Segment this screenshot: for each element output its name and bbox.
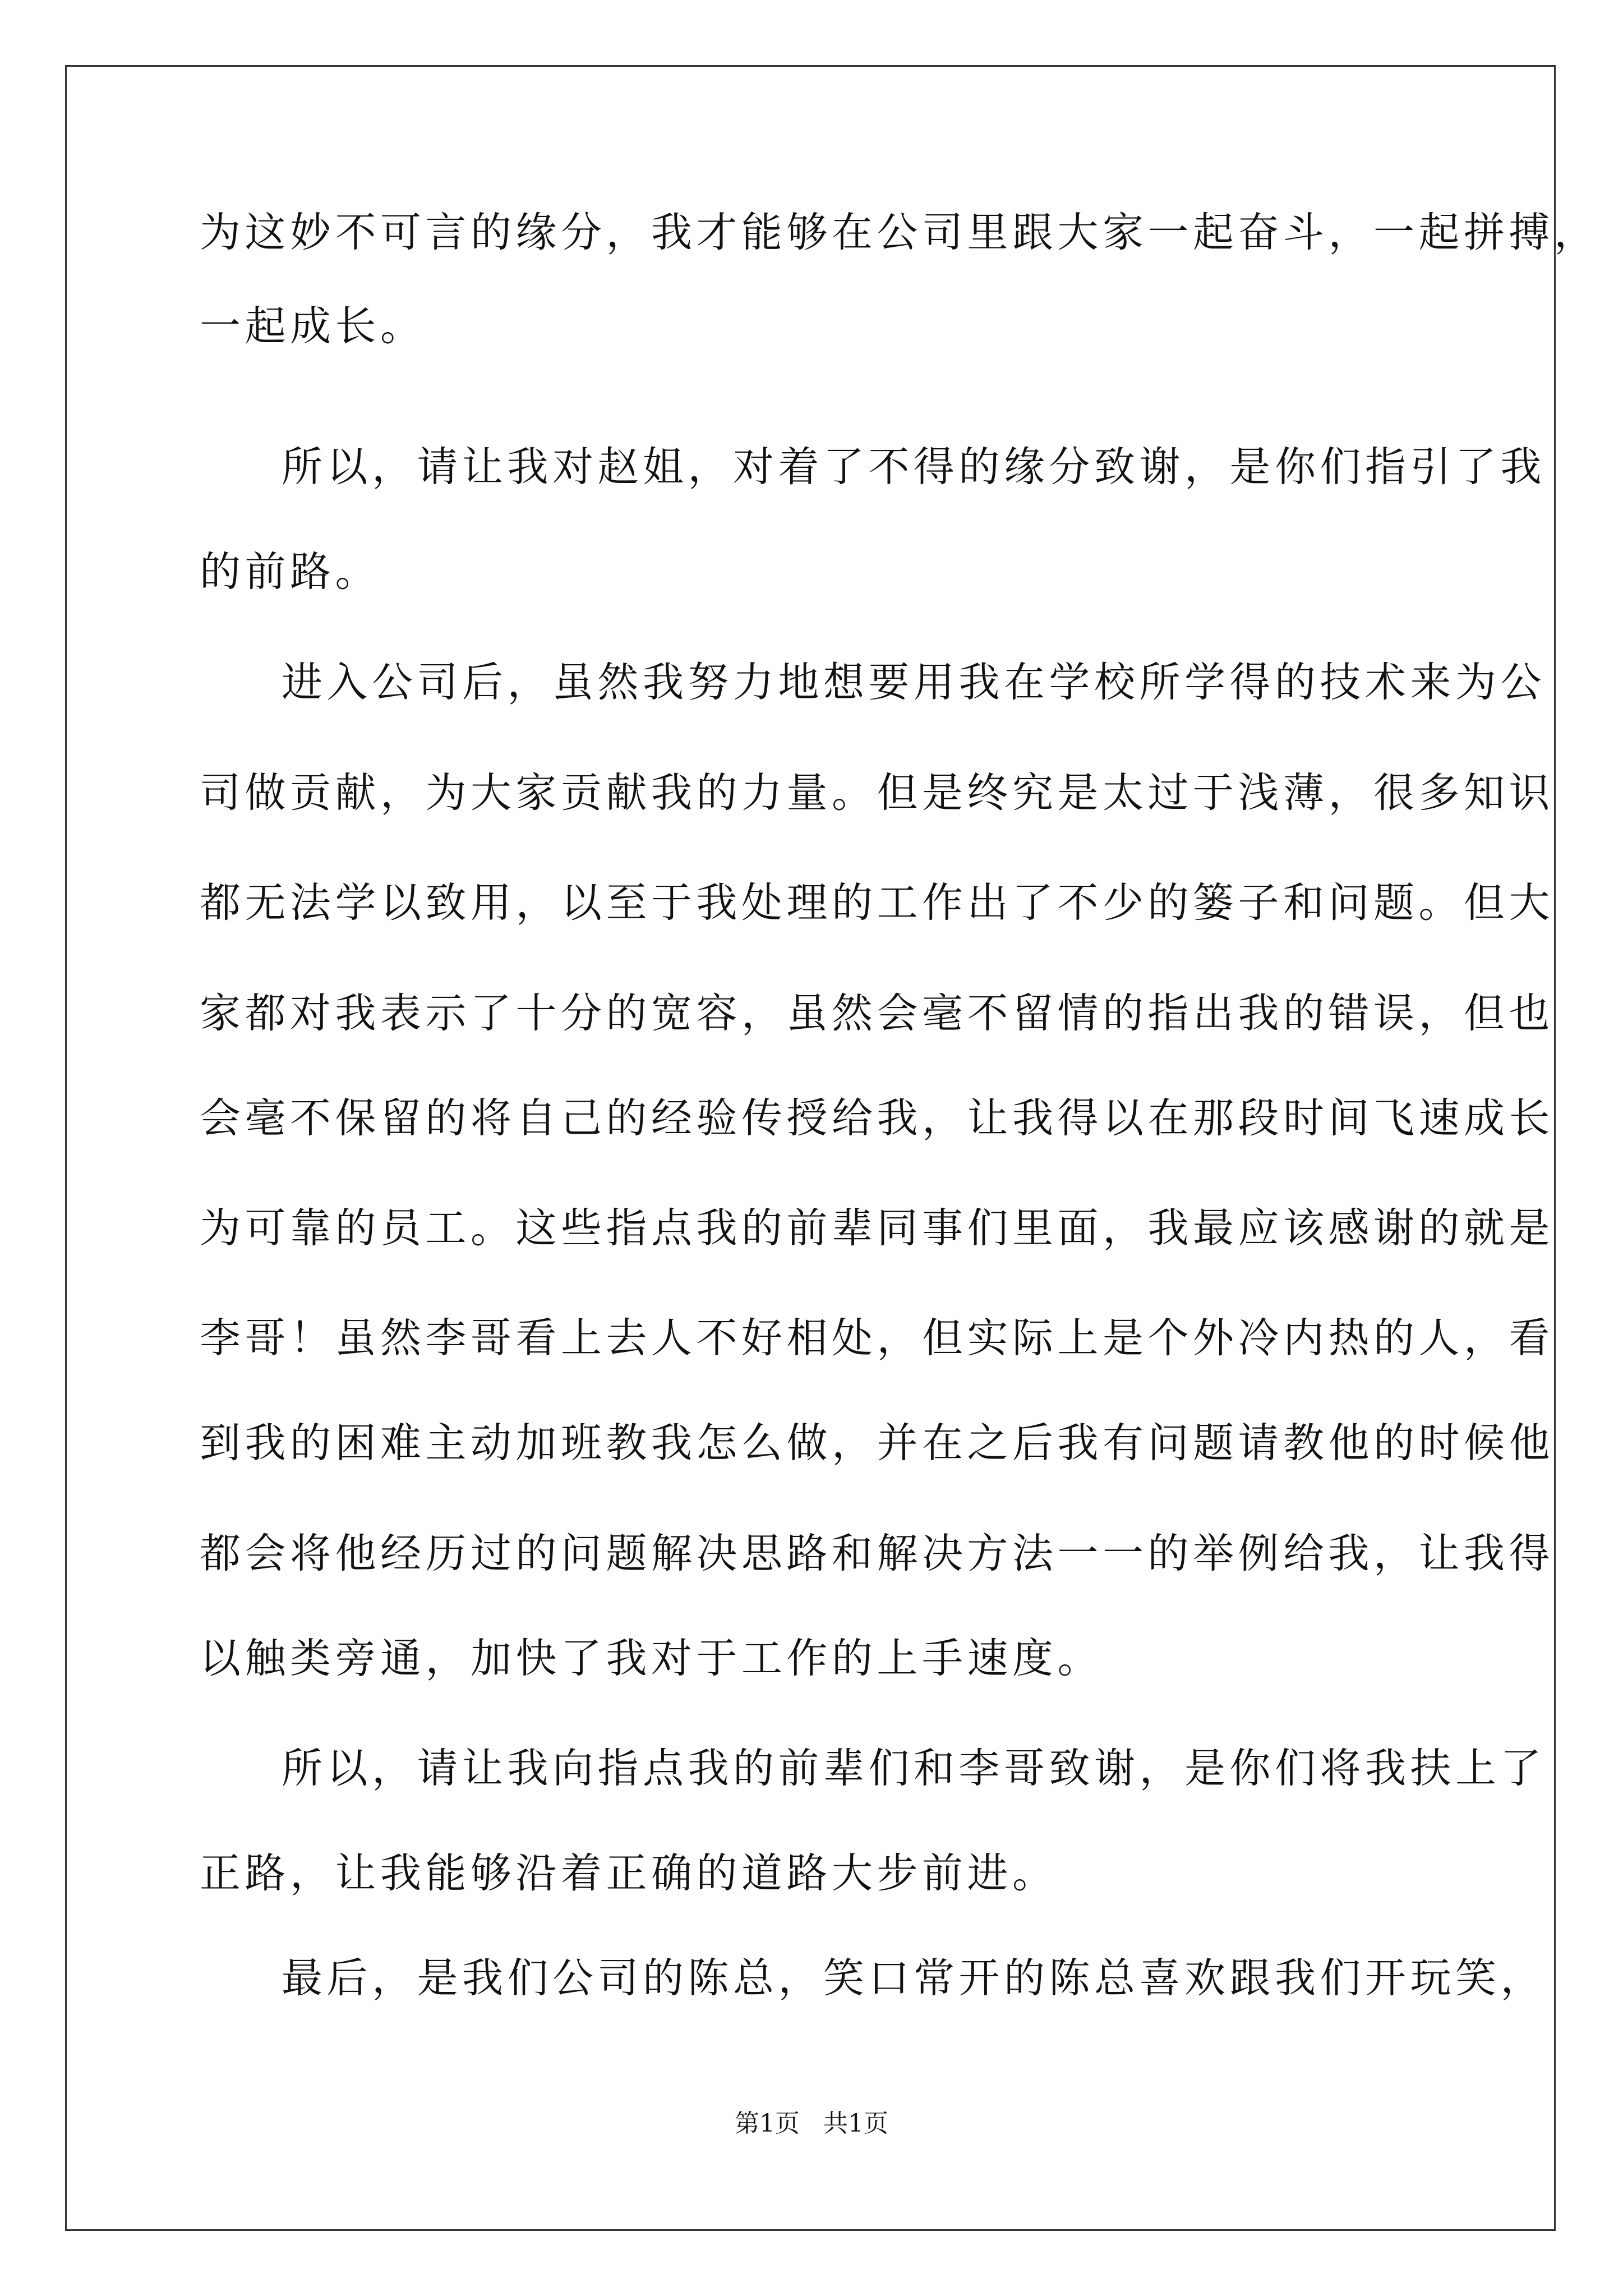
page-footer: 第1页 共1页 bbox=[735, 2109, 888, 2138]
text-line: 为这妙不可言的缘分，我才能够在公司里跟大家一起奋斗，一起拼搏， bbox=[200, 209, 1599, 256]
text-line: 一起成长。 bbox=[200, 302, 426, 350]
text-line: 会毫不保留的将自己的经验传授给我，让我得以在那段时间飞速成长 bbox=[200, 1094, 1554, 1142]
paragraph-first-line: 最后，是我们公司的陈总，笑口常开的陈总喜欢跟我们开玩笑， bbox=[282, 1954, 1546, 2002]
text-line: 司做贡献，为大家贡献我的力量。但是终究是太过于浅薄，很多知识 bbox=[200, 769, 1554, 817]
page-border bbox=[65, 65, 1556, 2231]
paragraph-first-line: 进入公司后，虽然我努力地想要用我在学校所学得的技术来为公 bbox=[282, 659, 1546, 706]
text-line: 家都对我表示了十分的宽容，虽然会毫不留情的指出我的错误，但也 bbox=[200, 990, 1554, 1037]
text-line: 的前路。 bbox=[200, 548, 380, 596]
text-line: 正路，让我能够沿着正确的道路大步前进。 bbox=[200, 1849, 1058, 1897]
text-line: 都无法学以致用，以至于我处理的工作出了不少的篓子和问题。但大 bbox=[200, 879, 1554, 927]
paragraph-first-line: 所以，请让我对赵姐，对着了不得的缘分致谢，是你们指引了我 bbox=[282, 443, 1546, 491]
text-line: 到我的困难主动加班教我怎么做，并在之后我有问题请教他的时候他 bbox=[200, 1419, 1554, 1467]
text-line: 李哥！虽然李哥看上去人不好相处，但实际上是个外冷内热的人，看 bbox=[200, 1314, 1554, 1362]
text-line: 以触类旁通，加快了我对于工作的上手速度。 bbox=[200, 1635, 1103, 1682]
paragraph-first-line: 所以，请让我向指点我的前辈们和李哥致谢，是你们将我扶上了 bbox=[282, 1745, 1546, 1792]
text-line: 都会将他经历过的问题解决思路和解决方法一一的举例给我，让我得 bbox=[200, 1530, 1554, 1577]
text-line: 为可靠的员工。这些指点我的前辈同事们里面，我最应该感谢的就是 bbox=[200, 1204, 1554, 1252]
